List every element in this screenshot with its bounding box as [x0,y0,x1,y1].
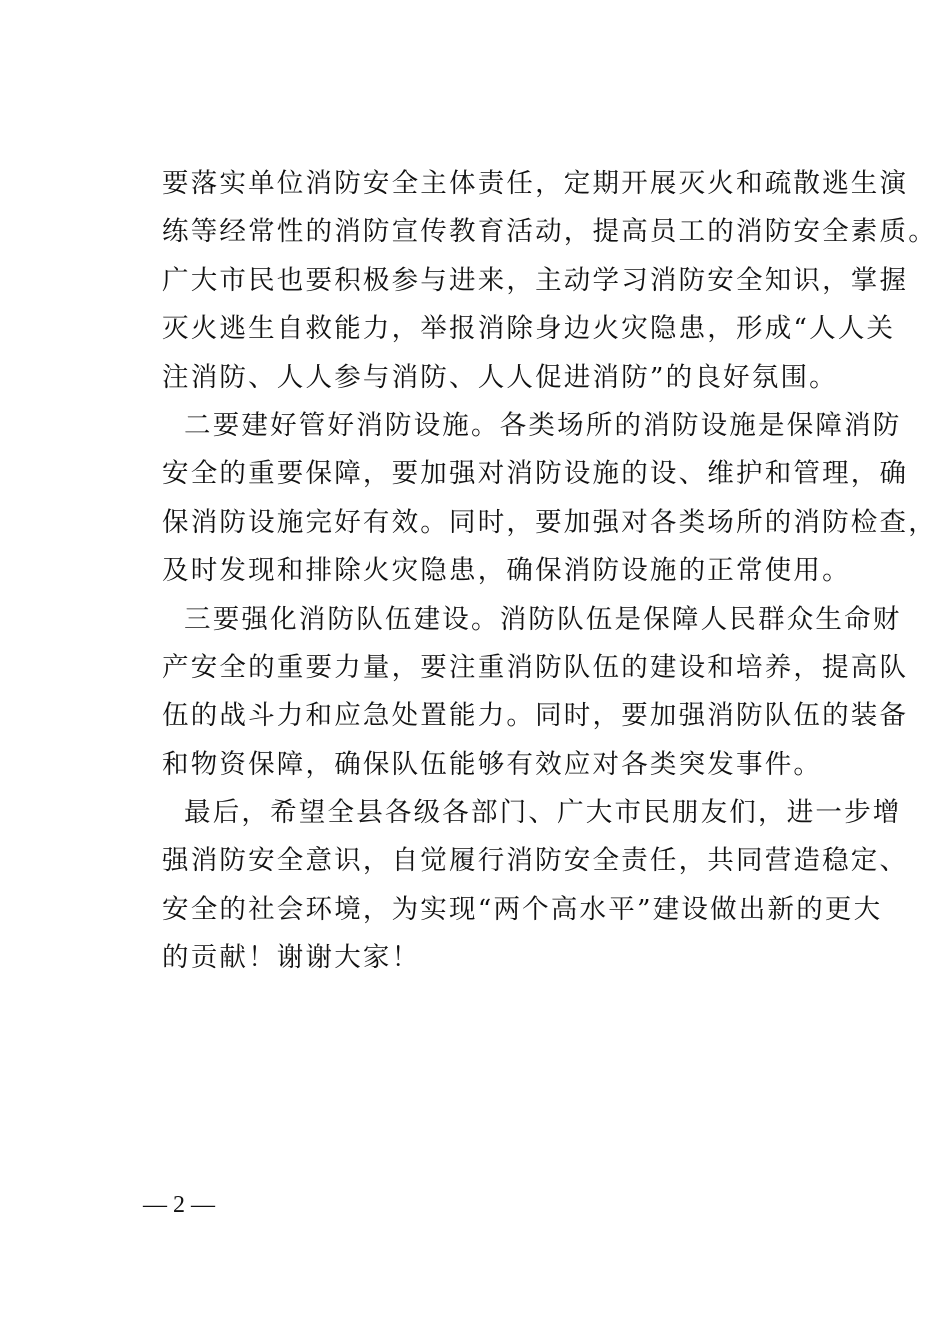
text-line: 练等经常性的消防宣传教育活动，提高员工的消防安全素质。 [162,216,937,248]
text-line: 及时发现和排除火灾隐患，确保消防设施的正常使用。 [162,555,851,587]
text-line: 安全的社会环境，为实现“两个高水平”建设做出新的更大 [162,893,883,925]
text-line: 的贡献！谢谢大家！ [162,942,421,974]
text-line: 注消防、人人参与消防、人人促进消防”的良好氛围。 [162,361,838,393]
text-line: 广大市民也要积极参与进来，主动学习消防安全知识，掌握 [162,264,909,296]
text-line: 和物资保障，确保队伍能够有效应对各类突发事件。 [162,748,823,780]
text-line: 强消防安全意识，自觉履行消防安全责任，共同营造稳定、 [162,845,909,877]
text-line: 要落实单位消防安全主体责任，定期开展灭火和疏散逃生演 [162,168,909,199]
paragraph-start-line: 三要强化消防队伍建设。消防队伍是保障人民群众生命财 [184,603,902,635]
text-line: 灭火逃生自救能力，举报消除身边火灾隐患，形成“人人关 [162,313,896,345]
text-line: 保消防设施完好有效。同时，要加强对各类场所的消防检查， [162,506,937,538]
paragraph-start-line: 二要建好管好消防设施。各类场所的消防设施是保障消防 [184,409,902,441]
paragraph-start-line: 最后，希望全县各级各部门、广大市民朋友们，进一步增 [184,797,902,829]
text-line: 安全的重要保障，要加强对消防设施的设、维护和管理，确 [162,458,909,490]
text-line: 产安全的重要力量，要注重消防队伍的建设和培养，提高队 [162,651,909,683]
body-text [162,160,937,983]
text-line: 伍的战斗力和应急处置能力。同时，要加强消防队伍的装备 [162,700,909,732]
page-number: — 2 — [143,1192,215,1218]
